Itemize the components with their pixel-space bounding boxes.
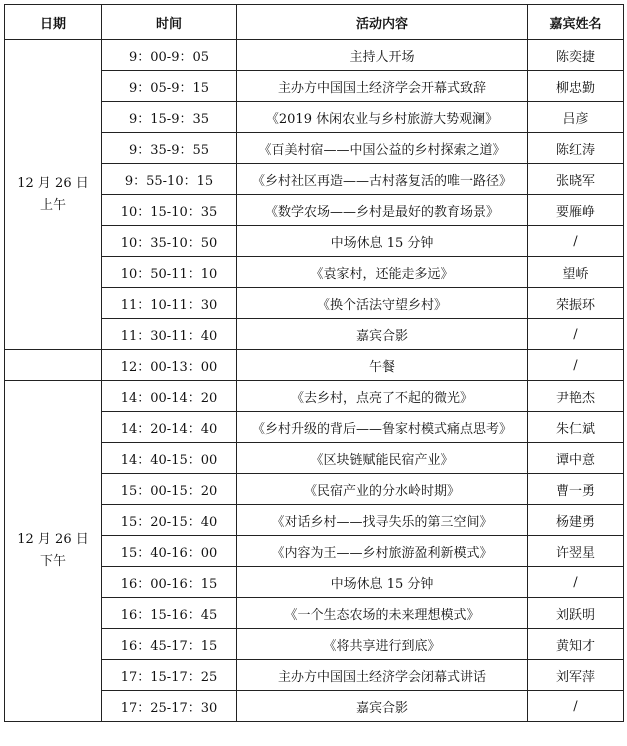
activity-cell: 《百美村宿——中国公益的乡村探索之道》 xyxy=(237,133,528,164)
activity-cell: 《乡村升级的背后——鲁家村模式痛点思考》 xyxy=(237,412,528,443)
activity-cell: 《内容为王——乡村旅游盈利新模式》 xyxy=(237,536,528,567)
activity-cell: 《数学农场——乡村是最好的教育场景》 xyxy=(237,195,528,226)
time-cell: 16：00-16：15 xyxy=(102,567,237,598)
time-cell: 16：15-16：45 xyxy=(102,598,237,629)
activity-cell: 《2019 休闲农业与乡村旅游大势观澜》 xyxy=(237,102,528,133)
activity-cell: 《对话乡村——找寻失乐的第三空间》 xyxy=(237,505,528,536)
lunch-date-cell xyxy=(5,350,102,381)
guest-cell: 曹一勇 xyxy=(528,474,624,505)
guest-cell: 许翌星 xyxy=(528,536,624,567)
activity-cell: 嘉宾合影 xyxy=(237,691,528,722)
afternoon-period: 下午 xyxy=(39,554,66,569)
guest-cell: 黄知才 xyxy=(528,629,624,660)
time-cell: 14：20-14：40 xyxy=(102,412,237,443)
guest-cell: 刘跃明 xyxy=(528,598,624,629)
activity-cell: 《区块链赋能民宿产业》 xyxy=(237,443,528,474)
guest-cell: 谭中意 xyxy=(528,443,624,474)
header-date: 日期 xyxy=(5,5,102,40)
header-guest: 嘉宾姓名 xyxy=(528,5,624,40)
time-cell: 9：35-9：55 xyxy=(102,133,237,164)
schedule-table xyxy=(4,4,624,722)
header-activity: 活动内容 xyxy=(237,5,528,40)
time-cell: 10：50-11：10 xyxy=(102,257,237,288)
activity-cell: 主办方中国国土经济学会闭幕式讲话 xyxy=(237,660,528,691)
guest-cell: / xyxy=(528,319,624,350)
time-cell: 17：15-17：25 xyxy=(102,660,237,691)
guest-cell: 望峤 xyxy=(528,257,624,288)
guest-cell: 尹艳杰 xyxy=(528,381,624,412)
activity-cell: 《一个生态农场的未来理想模式》 xyxy=(237,598,528,629)
activity-cell: 中场休息 15 分钟 xyxy=(237,226,528,257)
table-row xyxy=(5,350,624,381)
table-row xyxy=(5,381,624,412)
header-time: 时间 xyxy=(102,5,237,40)
guest-cell: 刘军萍 xyxy=(528,660,624,691)
activity-cell: 《换个活法守望乡村》 xyxy=(237,288,528,319)
guest-cell: / xyxy=(528,691,624,722)
time-cell: 12：00-13：00 xyxy=(102,350,237,381)
time-cell: 15：00-15：20 xyxy=(102,474,237,505)
activity-cell: 主持人开场 xyxy=(237,40,528,71)
activity-cell: 嘉宾合影 xyxy=(237,319,528,350)
time-cell: 9：00-9：05 xyxy=(102,40,237,71)
guest-cell: 杨建勇 xyxy=(528,505,624,536)
morning-date: 12 月 26 日 xyxy=(17,175,89,191)
activity-cell: 中场休息 15 分钟 xyxy=(237,567,528,598)
time-cell: 11：10-11：30 xyxy=(102,288,237,319)
activity-cell: 《去乡村，点亮了不起的微光》 xyxy=(237,381,528,412)
guest-cell: 荣振环 xyxy=(528,288,624,319)
guest-cell: 要雁峥 xyxy=(528,195,624,226)
time-cell: 11：30-11：40 xyxy=(102,319,237,350)
afternoon-date: 12 月 26 日 xyxy=(17,532,89,547)
table-row xyxy=(5,40,624,71)
guest-cell: 陈奕捷 xyxy=(528,40,624,71)
activity-cell: 《袁家村，还能走多远》 xyxy=(237,257,528,288)
activity-cell: 主办方中国国土经济学会开幕式致辞 xyxy=(237,71,528,102)
time-cell: 15：20-15：40 xyxy=(102,505,237,536)
guest-cell: 朱仁斌 xyxy=(528,412,624,443)
guest-cell: / xyxy=(528,350,624,381)
time-cell: 16：45-17：15 xyxy=(102,629,237,660)
activity-cell: 《将共享进行到底》 xyxy=(237,629,528,660)
activity-cell: 午餐 xyxy=(237,350,528,381)
guest-cell: 吕彦 xyxy=(528,102,624,133)
guest-cell: / xyxy=(528,226,624,257)
time-cell: 14：40-15：00 xyxy=(102,443,237,474)
time-cell: 9：15-9：35 xyxy=(102,102,237,133)
guest-cell: 陈红涛 xyxy=(528,133,624,164)
activity-cell: 《乡村社区再造——古村落复活的唯一路径》 xyxy=(237,164,528,195)
morning-period: 上午 xyxy=(39,197,66,213)
time-cell: 14：00-14：20 xyxy=(102,381,237,412)
time-cell: 10：15-10：35 xyxy=(102,195,237,226)
guest-cell: / xyxy=(528,567,624,598)
time-cell: 9：55-10：15 xyxy=(102,164,237,195)
afternoon-date-cell xyxy=(5,381,102,722)
morning-date-cell xyxy=(5,40,102,350)
header-row xyxy=(5,5,624,40)
time-cell: 10：35-10：50 xyxy=(102,226,237,257)
guest-cell: 张晓军 xyxy=(528,164,624,195)
schedule-body xyxy=(5,40,624,722)
time-cell: 9：05-9：15 xyxy=(102,71,237,102)
time-cell: 17：25-17：30 xyxy=(102,691,237,722)
time-cell: 15：40-16：00 xyxy=(102,536,237,567)
guest-cell: 柳忠勤 xyxy=(528,71,624,102)
activity-cell: 《民宿产业的分水岭时期》 xyxy=(237,474,528,505)
